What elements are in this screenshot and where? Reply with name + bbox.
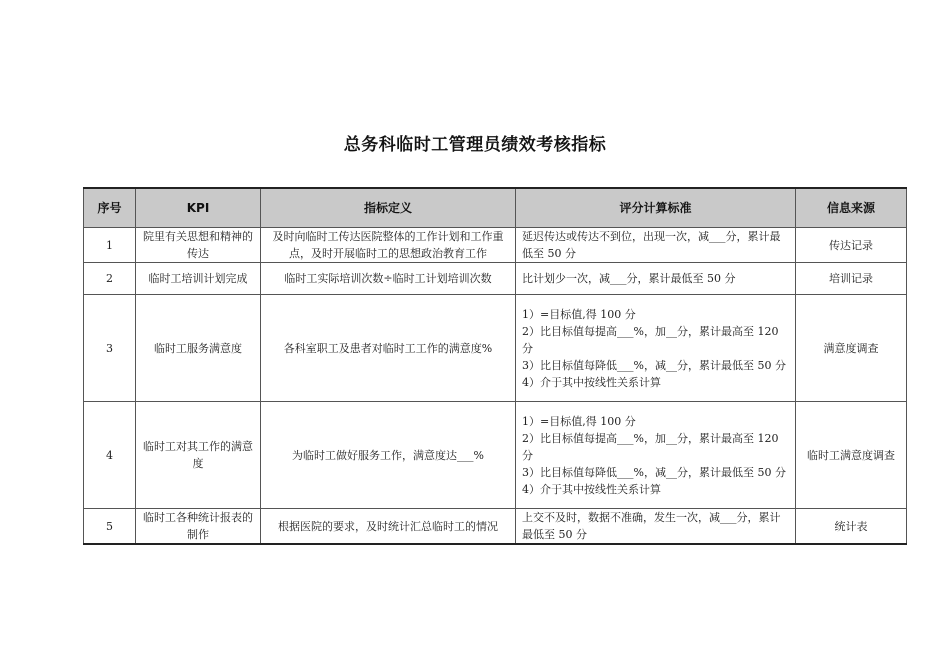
table-row <box>84 228 907 263</box>
criteria-line: 3）比目标值每降低___%，减__分，累计最低至 50 分 <box>522 358 786 372</box>
row-definition: 各科室职工及患者对临时工工作的满意度% <box>261 295 516 402</box>
criteria-line: 4）介于其中按线性关系计算 <box>522 375 661 389</box>
table-row <box>84 263 907 295</box>
criteria-line: 3）比目标值每降低___%，减__分，累计最低至 50 分 <box>522 465 786 479</box>
row-source: 统计表 <box>796 509 907 545</box>
criteria-line: 比计划少一次，减___分，累计最低至 50 分 <box>522 272 736 285</box>
criteria-line: 延迟传达或传达不到位，出现一次，减___分，累计最低至 50 分 <box>522 230 781 260</box>
row-kpi: 临时工培训计划完成 <box>136 263 261 295</box>
row-criteria <box>516 402 796 509</box>
row-criteria <box>516 509 796 545</box>
criteria-line: 1）=目标值,得 100 分 <box>522 307 636 321</box>
criteria-line: 上交不及时，数据不准确，发生一次，减___分，累计最低至 50 分 <box>522 511 781 541</box>
row-kpi: 临时工各种统计报表的制作 <box>136 509 261 545</box>
criteria-line: 1）=目标值,得 100 分 <box>522 414 636 428</box>
criteria-line: 2）比目标值每提高___%，加__分，累计最高至 120 分 <box>522 324 779 355</box>
row-criteria <box>516 295 796 402</box>
table-row <box>84 402 907 509</box>
row-definition: 根据医院的要求，及时统计汇总临时工的情况 <box>261 509 516 545</box>
table-row <box>84 295 907 402</box>
document-title: 总务科临时工管理员绩效考核指标 <box>343 135 607 155</box>
table-row <box>84 509 907 545</box>
row-definition: 及时向临时工传达医院整体的工作计划和工作重点，及时开展临时工的思想政治教育工作 <box>261 228 516 263</box>
row-source: 满意度调查 <box>796 295 907 402</box>
kpi-table <box>83 187 907 545</box>
row-source: 培训记录 <box>796 263 907 295</box>
row-no: 5 <box>84 509 136 545</box>
row-definition: 临时工实际培训次数÷临时工计划培训次数 <box>261 263 516 295</box>
header-kpi: KPI <box>136 188 261 228</box>
header-source: 信息来源 <box>796 188 907 228</box>
row-kpi: 院里有关思想和精神的传达 <box>136 228 261 263</box>
row-no: 2 <box>84 263 136 295</box>
header-definition: 指标定义 <box>261 188 516 228</box>
criteria-line: 4）介于其中按线性关系计算 <box>522 482 661 496</box>
row-source: 传达记录 <box>796 228 907 263</box>
row-source: 临时工满意度调查 <box>796 402 907 509</box>
criteria-line: 2）比目标值每提高___%，加__分，累计最高至 120 分 <box>522 431 779 462</box>
row-no: 1 <box>84 228 136 263</box>
table-header-row <box>84 188 907 228</box>
row-criteria <box>516 228 796 263</box>
row-definition: 为临时工做好服务工作，满意度达___% <box>261 402 516 509</box>
header-criteria: 评分计算标准 <box>516 188 796 228</box>
header-no: 序号 <box>84 188 136 228</box>
row-no: 3 <box>84 295 136 402</box>
row-no: 4 <box>84 402 136 509</box>
row-kpi: 临时工对其工作的满意度 <box>136 402 261 509</box>
row-criteria <box>516 263 796 295</box>
row-kpi: 临时工服务满意度 <box>136 295 261 402</box>
